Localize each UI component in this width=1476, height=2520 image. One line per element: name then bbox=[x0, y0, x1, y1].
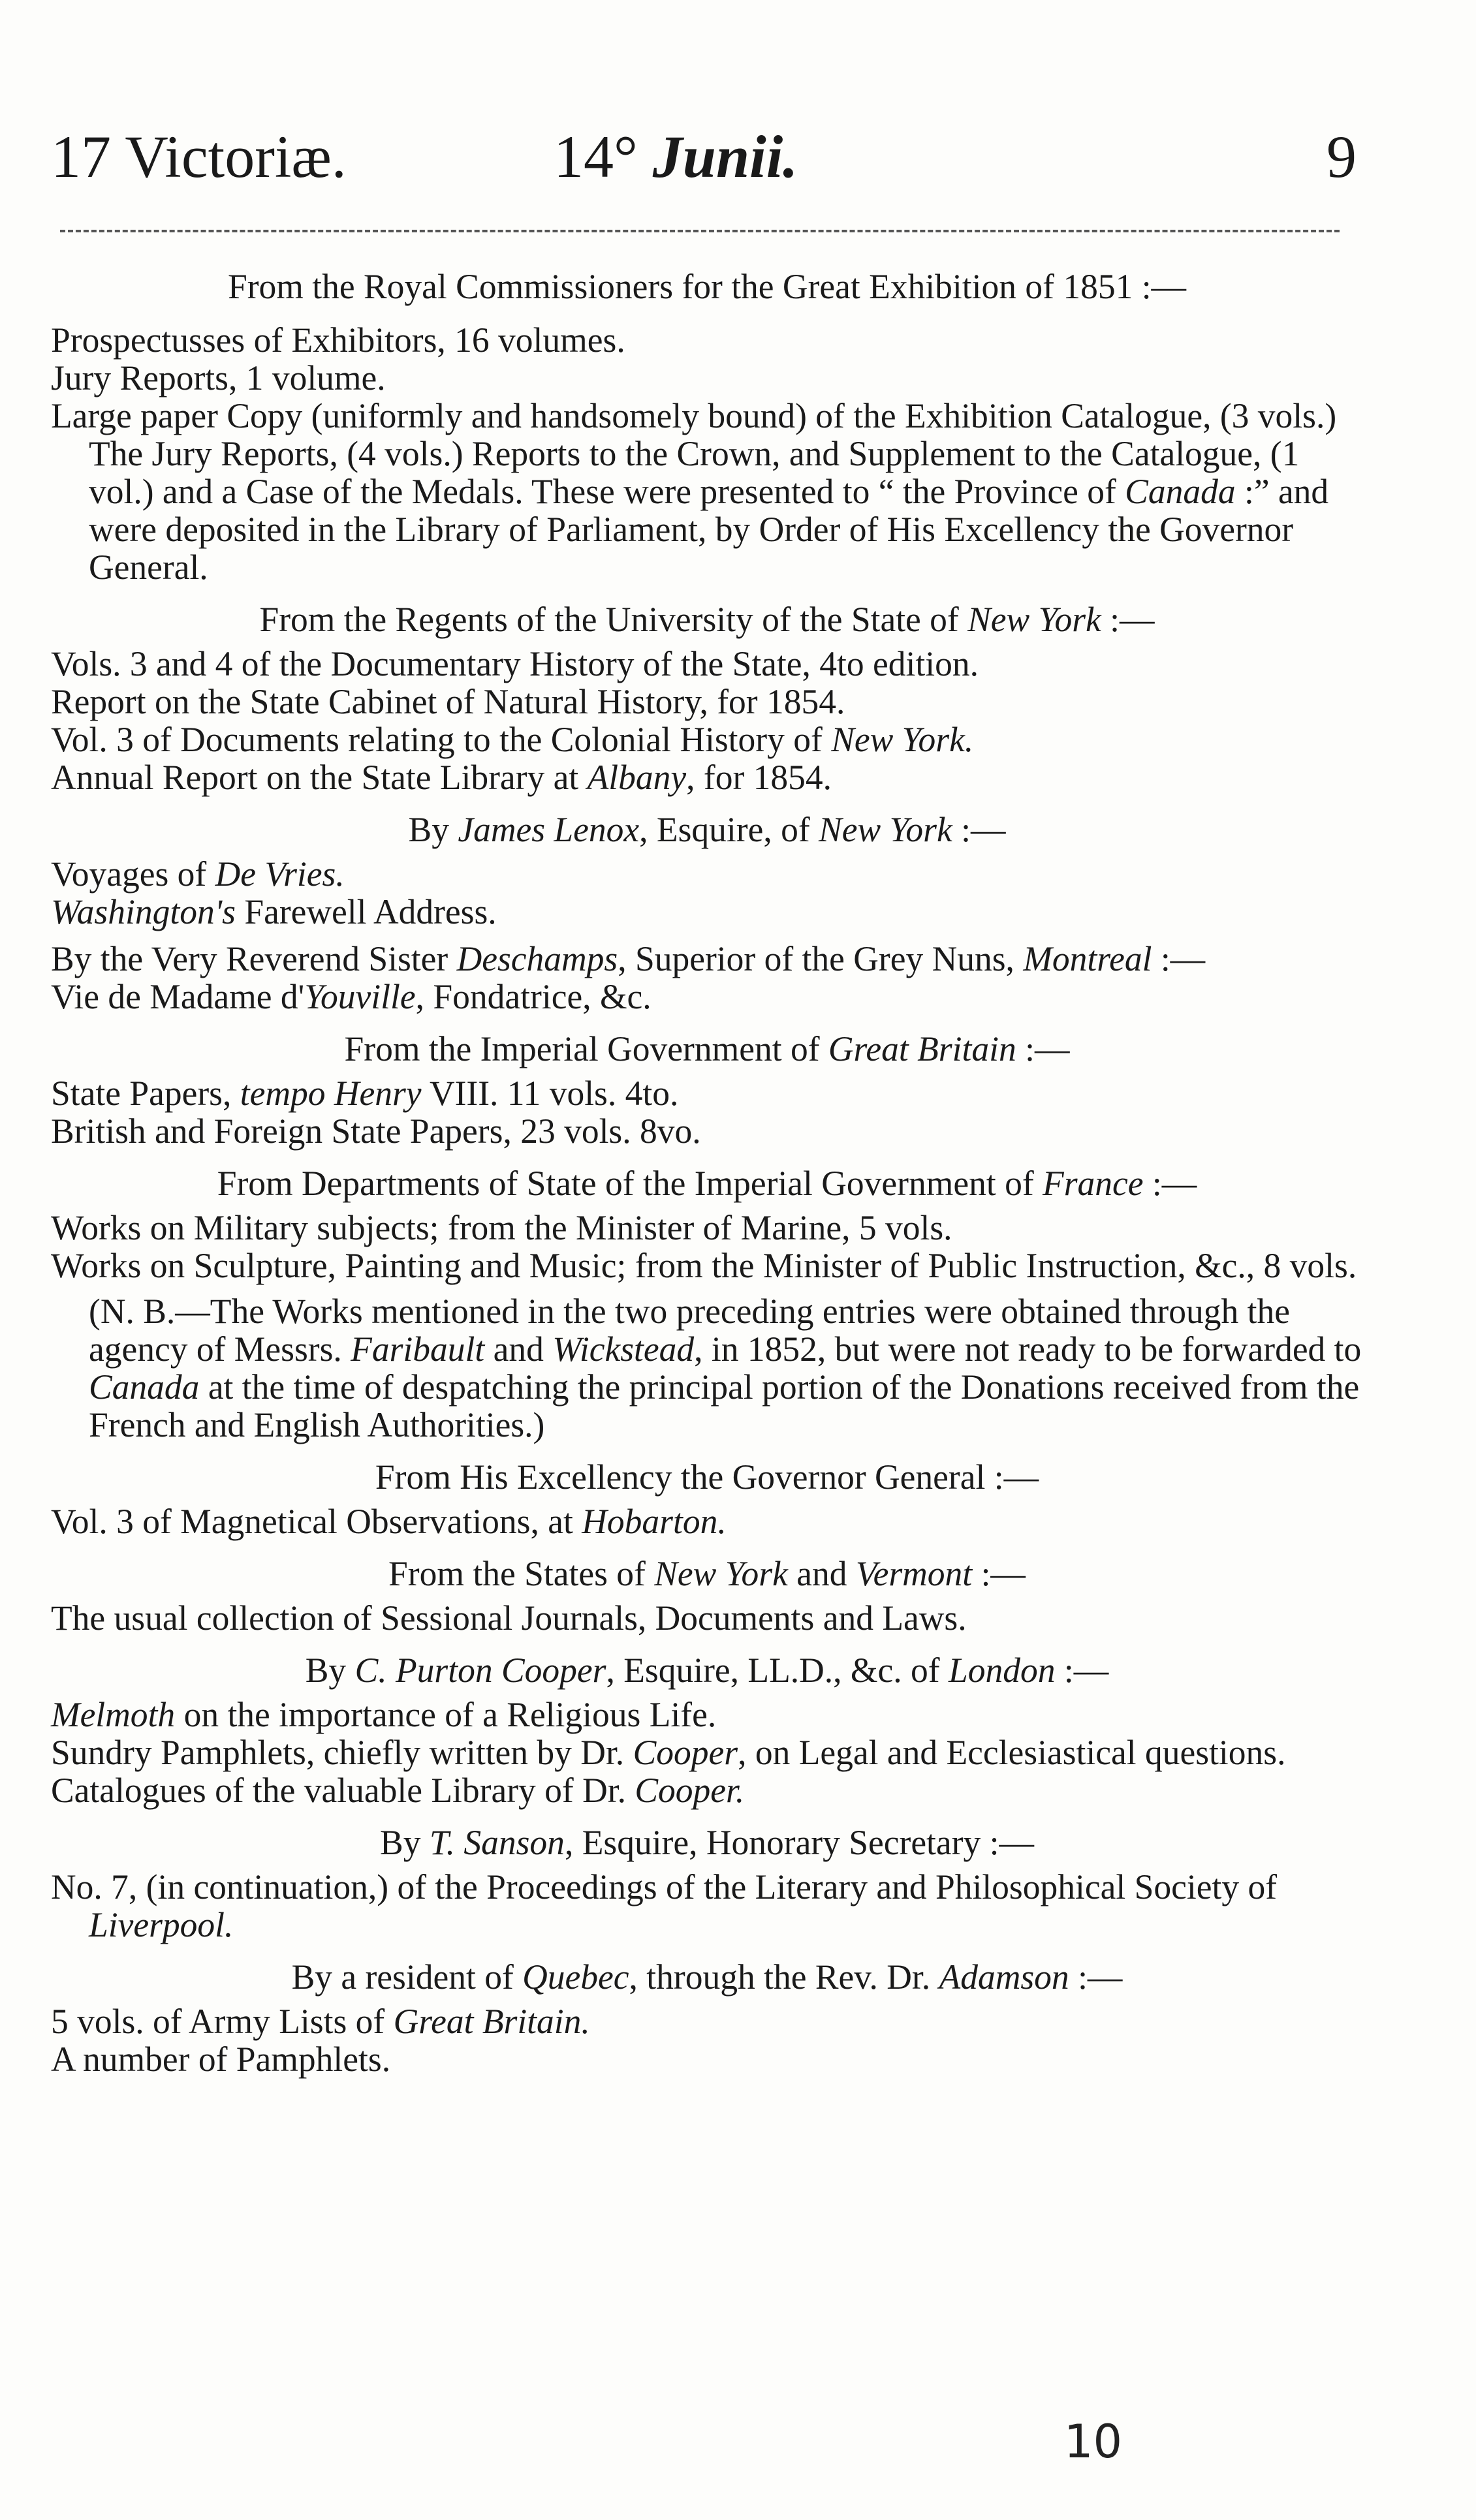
heading-italic: Vermont bbox=[855, 1554, 973, 1593]
entry-italic: New York. bbox=[831, 720, 974, 759]
note-italic: Canada bbox=[89, 1367, 200, 1407]
section-heading-france bbox=[51, 1164, 1363, 1202]
heading-italic: James Lenox bbox=[458, 810, 640, 849]
entry-text: on the importance of a Religious Life. bbox=[175, 1695, 717, 1734]
list-item bbox=[51, 397, 1363, 586]
section-heading-great-britain bbox=[51, 1030, 1363, 1068]
heading-text: , Esquire, LL.D., &c. of bbox=[606, 1651, 949, 1690]
list-item: A number of Pamphlets. bbox=[51, 2040, 391, 2079]
page-number: 9 bbox=[1327, 123, 1357, 190]
date-day: 14° bbox=[554, 123, 653, 190]
note-text: and bbox=[484, 1330, 553, 1369]
list-item bbox=[51, 978, 1363, 1016]
heading-text: From Departments of State of the Imperial Government of bbox=[217, 1164, 1043, 1203]
heading-text: , Esquire, Honorary Secretary :— bbox=[564, 1823, 1034, 1862]
entry-text: Vol. 3 of Magnetical Observations, at bbox=[51, 1502, 582, 1541]
entry-text: Large paper Copy (uniformly and handsomely bound) of the Exhibition Catalogue, (3 vols.) The Jury Reports, (4 vols.) Reports to the Crown, and Supplement to the Catalogue, (1 vol.) and a Case of the Medals. These were presented to “ the Province of bbox=[51, 396, 1337, 511]
entry-text: Annual Report on the State Library at bbox=[51, 758, 588, 797]
entry-italic: Melmoth bbox=[51, 1695, 176, 1734]
entry-italic: Youville bbox=[304, 977, 416, 1016]
entry-text: , for 1854. bbox=[686, 758, 832, 797]
list-item: British and Foreign State Papers, 23 vols. 8vo. bbox=[51, 1112, 701, 1151]
section-heading-deschamps bbox=[51, 940, 1363, 978]
entry-text: VIII. 11 vols. 4to. bbox=[421, 1074, 679, 1113]
entry-italic: De Vries. bbox=[215, 854, 345, 894]
entry-italic: Great Britain. bbox=[393, 2002, 590, 2041]
heading-italic: T. Sanson bbox=[429, 1823, 565, 1862]
note-text: , in 1852, but were not ready to be forwarded to bbox=[694, 1330, 1362, 1369]
list-item bbox=[51, 1502, 1363, 1540]
entry-italic: Cooper. bbox=[635, 1771, 745, 1810]
heading-italic: C. Purton Cooper bbox=[354, 1651, 606, 1690]
entry-italic: Albany bbox=[587, 758, 687, 797]
entry-italic: Canada bbox=[1125, 472, 1236, 511]
heading-text: :— bbox=[1152, 939, 1206, 978]
running-head bbox=[51, 117, 1357, 196]
section-heading-cooper bbox=[51, 1651, 1363, 1689]
heading-text: :— bbox=[1069, 1957, 1123, 1997]
entry-italic: Washington's bbox=[51, 892, 236, 931]
list-item bbox=[51, 1771, 1363, 1809]
heading-text: By bbox=[408, 810, 458, 849]
section-heading-lenox bbox=[51, 811, 1363, 848]
entry-text: State Papers, bbox=[51, 1074, 240, 1113]
heading-italic: London bbox=[948, 1651, 1056, 1690]
note-text: at the time of despatching the principal portion of the Donations received from the French and English Authorities.) bbox=[89, 1367, 1360, 1444]
handwritten-folio-mark: 10 bbox=[1064, 2415, 1123, 2468]
list-item bbox=[51, 721, 1363, 758]
section-heading-states bbox=[51, 1555, 1363, 1593]
heading-text: From the Regents of the University of the State of bbox=[259, 600, 968, 639]
regnal-year: 17 Victoriæ. bbox=[51, 123, 347, 190]
heading-text: From the Imperial Government of bbox=[344, 1029, 828, 1068]
note-text: (N. B.—The Works mentioned in the two preceding entries were obtained through the agency of Messrs. bbox=[89, 1292, 1290, 1369]
heading-text: :— bbox=[1016, 1029, 1070, 1068]
heading-text: By the Very Reverend Sister bbox=[51, 939, 457, 978]
heading-text: , Esquire, of bbox=[639, 810, 819, 849]
list-item: Report on the State Cabinet of Natural History, for 1854. bbox=[51, 682, 845, 721]
list-item bbox=[51, 1074, 1363, 1112]
date-month: Junii. bbox=[652, 123, 798, 190]
date-heading bbox=[554, 117, 798, 196]
entry-text: Vie de Madame d' bbox=[51, 977, 305, 1016]
header-rule bbox=[60, 230, 1340, 232]
section-heading-royal-commissioners: From the Royal Commissioners for the Great Exhibition of 1851 :— bbox=[227, 267, 1187, 306]
list-item bbox=[51, 855, 1363, 893]
entry-italic: Hobarton. bbox=[582, 1502, 727, 1541]
heading-italic: Deschamps bbox=[456, 939, 618, 978]
heading-text: By bbox=[305, 1651, 355, 1690]
list-item bbox=[51, 2002, 1363, 2040]
entry-text: , Fondatrice, &c. bbox=[415, 977, 652, 1016]
list-item bbox=[51, 1868, 1363, 1944]
document-body bbox=[51, 268, 1363, 2078]
heading-italic: Montreal bbox=[1023, 939, 1152, 978]
entry-text: :” and were deposited in the Library of Parliament, by Order of His Excellency the Governor General. bbox=[89, 472, 1329, 587]
list-item: The usual collection of Sessional Journals, Documents and Laws. bbox=[51, 1598, 967, 1638]
heading-text: By a resident of bbox=[291, 1957, 523, 1997]
section-heading-quebec-resident bbox=[51, 1958, 1363, 1996]
heading-text: From the States of bbox=[388, 1554, 655, 1593]
entry-text: Farewell Address. bbox=[235, 892, 497, 931]
note-italic: Faribault bbox=[351, 1330, 485, 1369]
entry-text: Voyages of bbox=[51, 854, 215, 894]
entry-text: Vol. 3 of Documents relating to the Colonial History of bbox=[51, 720, 832, 759]
note-italic: Wickstead bbox=[552, 1330, 695, 1369]
nota-bene-note bbox=[51, 1292, 1363, 1444]
heading-text: By bbox=[380, 1823, 430, 1862]
list-item bbox=[51, 1734, 1363, 1771]
list-item bbox=[51, 758, 1363, 796]
entry-text: 5 vols. of Army Lists of bbox=[51, 2002, 394, 2041]
heading-italic: Great Britain bbox=[828, 1029, 1016, 1068]
heading-text: :— bbox=[972, 1554, 1026, 1593]
heading-italic: New York bbox=[819, 810, 952, 849]
heading-text: and bbox=[787, 1554, 856, 1593]
list-item bbox=[51, 1696, 1363, 1734]
heading-text: , Superior of the Grey Nuns, bbox=[618, 939, 1024, 978]
heading-italic: New York bbox=[967, 600, 1101, 639]
heading-text: , through the Rev. Dr. bbox=[629, 1957, 939, 1997]
list-item: Works on Military subjects; from the Minister of Marine, 5 vols. bbox=[51, 1208, 952, 1247]
heading-italic: Adamson bbox=[939, 1957, 1069, 1997]
heading-text: :— bbox=[952, 810, 1006, 849]
list-item: Jury Reports, 1 volume. bbox=[51, 358, 386, 397]
entry-text: Catalogues of the valuable Library of Dr. bbox=[51, 1771, 635, 1810]
heading-text: :— bbox=[1143, 1164, 1197, 1203]
entry-italic: Liverpool. bbox=[89, 1905, 234, 1944]
section-heading-regents bbox=[51, 600, 1363, 638]
section-heading-governor-general: From His Excellency the Governor General :— bbox=[375, 1457, 1039, 1497]
entry-text: Sundry Pamphlets, chiefly written by Dr. bbox=[51, 1733, 633, 1772]
list-item bbox=[51, 893, 1363, 931]
heading-text: :— bbox=[1055, 1651, 1109, 1690]
entry-italic: Cooper bbox=[633, 1733, 738, 1772]
list-item: Works on Sculpture, Painting and Music; from the Minister of Public Instruction, &c., 8 vols. bbox=[51, 1246, 1357, 1285]
section-heading-sanson bbox=[51, 1824, 1363, 1861]
list-item: Prospectusses of Exhibitors, 16 volumes. bbox=[51, 320, 625, 360]
entry-text: , on Legal and Ecclesiastical questions. bbox=[738, 1733, 1286, 1772]
heading-text: :— bbox=[1101, 600, 1155, 639]
heading-italic: New York bbox=[654, 1554, 788, 1593]
entry-italic: tempo Henry bbox=[240, 1074, 422, 1113]
entry-text: No. 7, (in continuation,) of the Proceedings of the Literary and Philosophical Society of bbox=[51, 1867, 1278, 1906]
heading-italic: Quebec bbox=[522, 1957, 629, 1997]
list-item: Vols. 3 and 4 of the Documentary History of the State, 4to edition. bbox=[51, 644, 979, 683]
heading-italic: France bbox=[1043, 1164, 1144, 1203]
